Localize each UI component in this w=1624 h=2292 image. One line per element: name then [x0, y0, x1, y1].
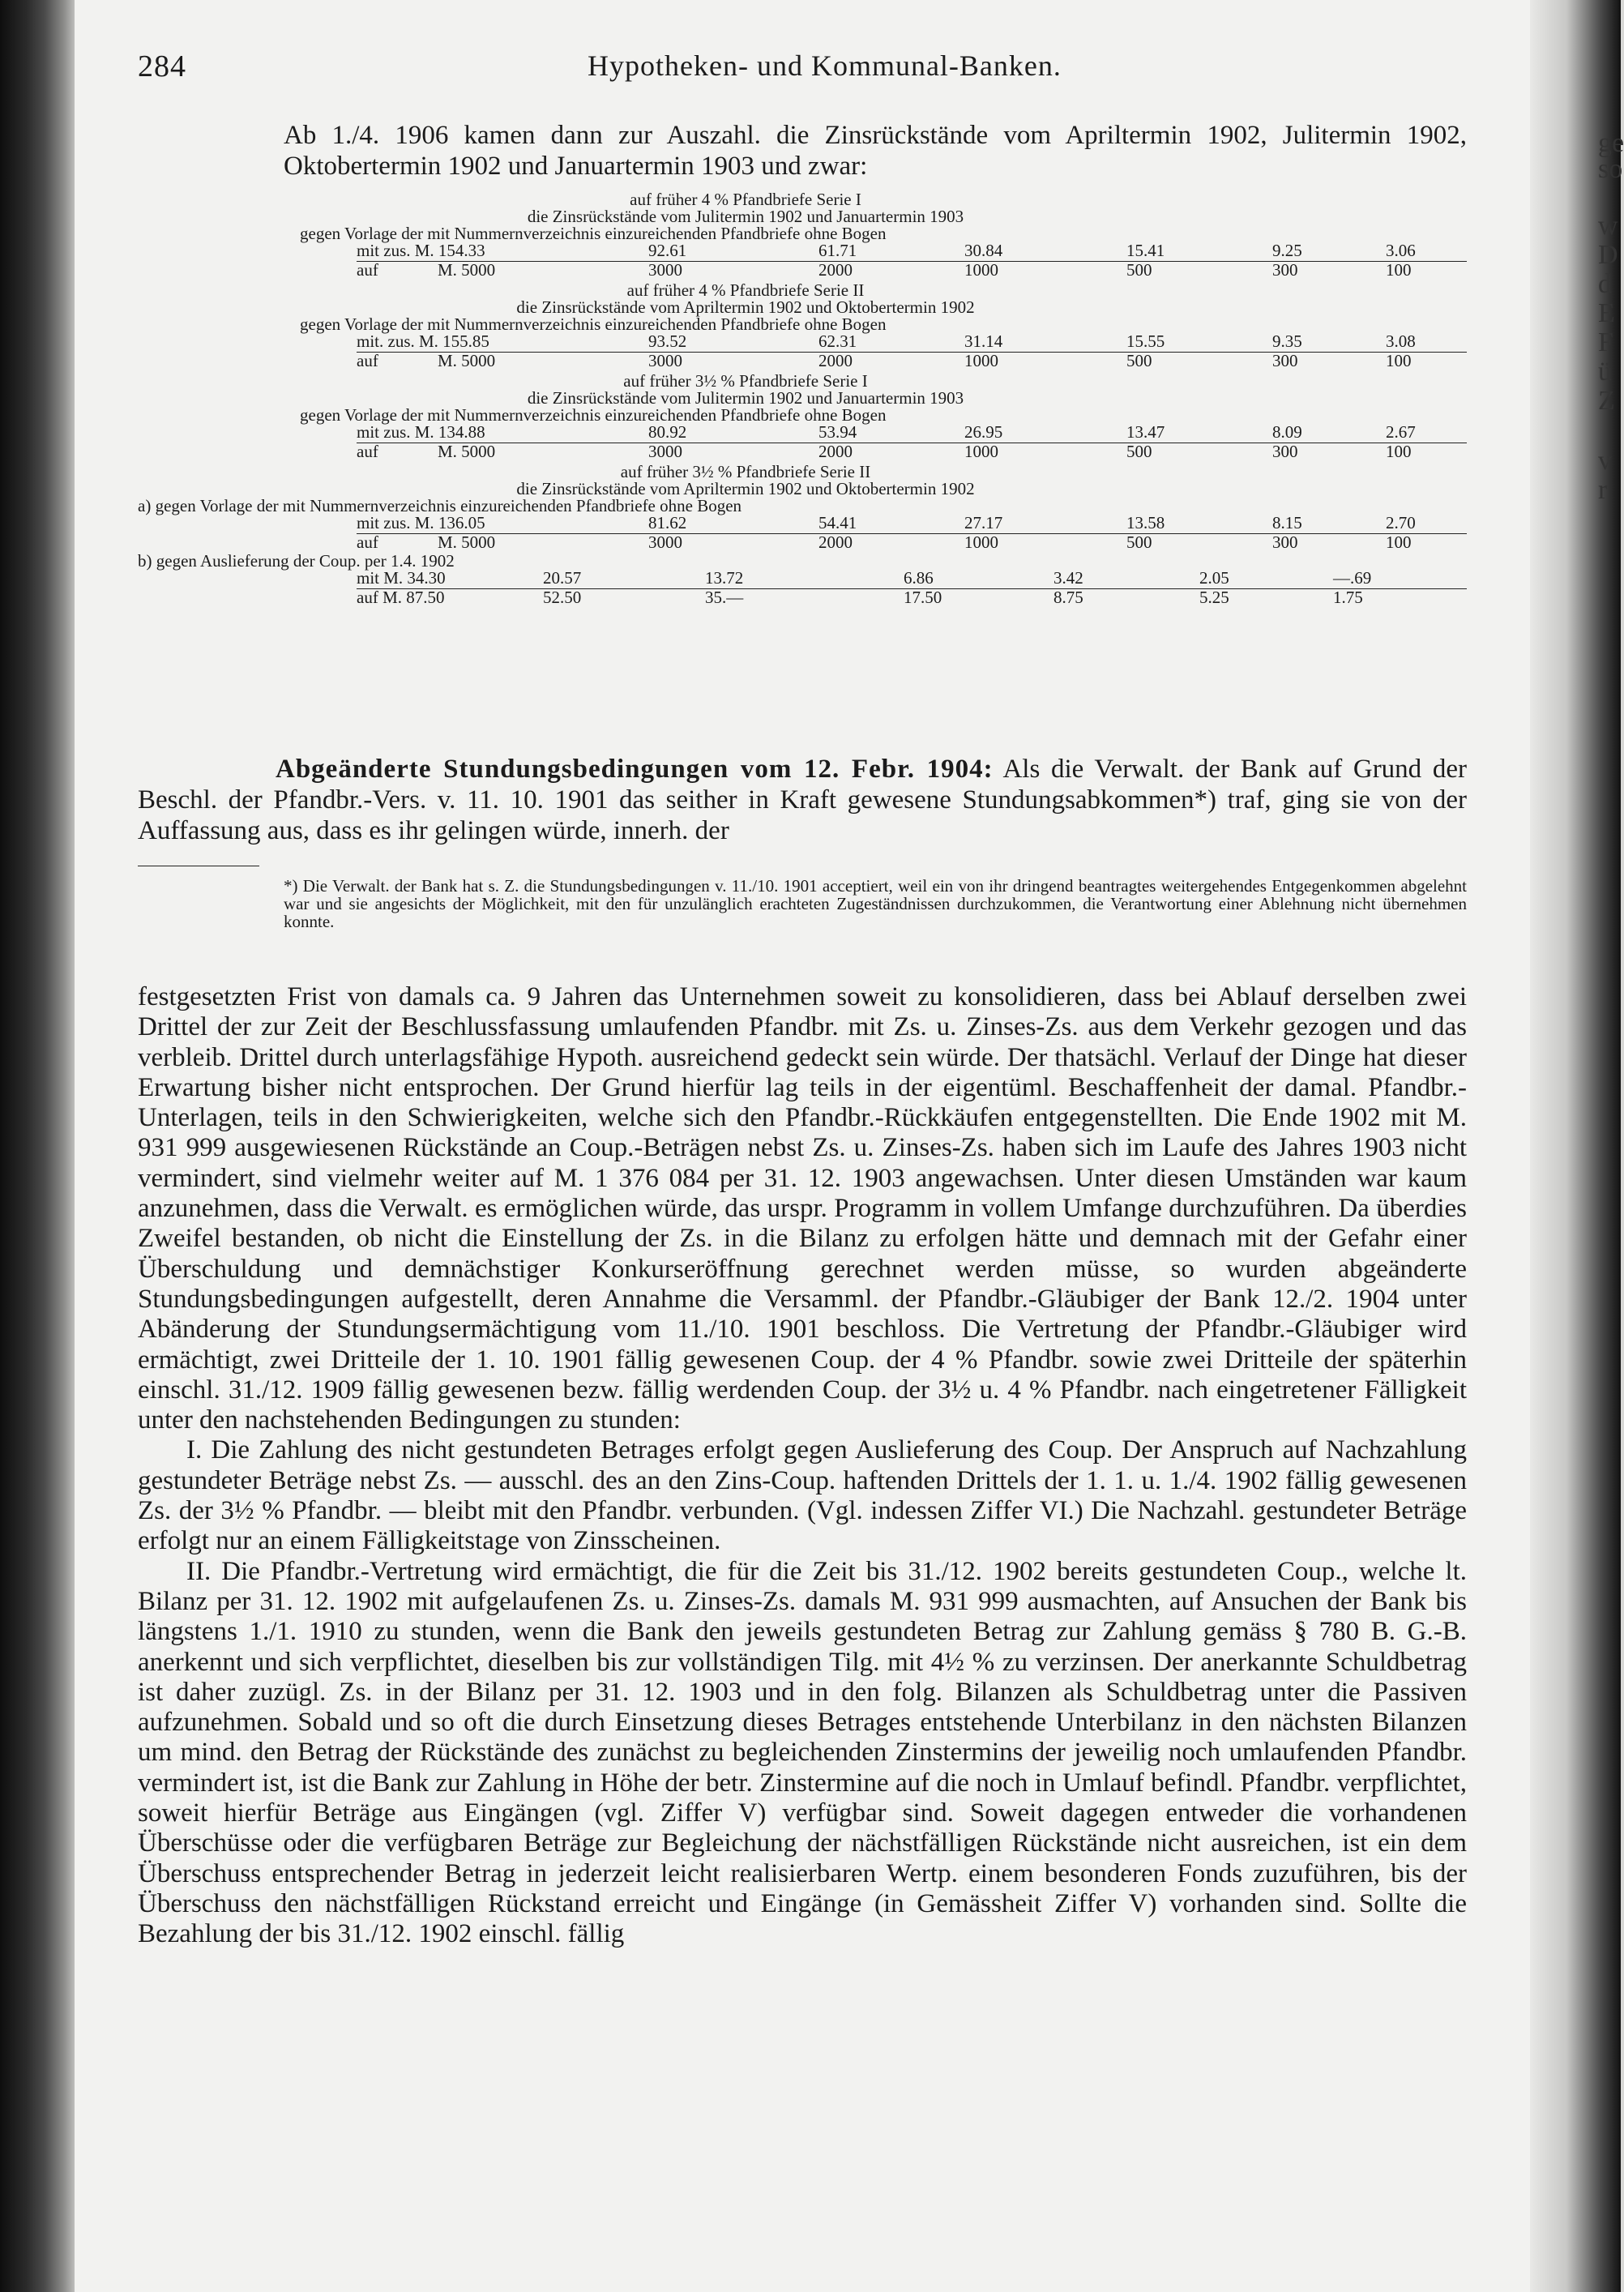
table-cell: 3000 — [648, 442, 682, 461]
intro-text: Ab 1./4. 1906 kamen dann zur Auszahl. die Zinsrückstände vom Apriltermin 1902, Julitermin 1902, Oktobertermin 1902 und Januartermin 1903 und zwar: — [284, 121, 1467, 181]
row-amount: M. 5000 — [438, 351, 496, 370]
table-cell: 300 — [1272, 442, 1298, 461]
block-heading: auf früher 4 % Pfandbriefe Serie II — [626, 280, 865, 300]
block-subheading: die Zinsrückstände vom Julitermin 1902 und Januartermin 1903 — [527, 388, 964, 408]
table-cell: 9.35 — [1272, 331, 1302, 351]
footnote — [138, 877, 1467, 930]
table-cell: 300 — [1272, 351, 1298, 370]
table-cell: 500 — [1126, 532, 1152, 552]
table-row — [138, 351, 1412, 371]
table-cell: 62.31 — [818, 331, 857, 351]
table-cell: 92.61 — [648, 241, 687, 260]
block-subheading: die Zinsrückstände vom Julitermin 1902 und Januartermin 1903 — [527, 207, 964, 226]
table-row — [138, 532, 1412, 553]
block-condition: a) gegen Vorlage der mit Nummernverzeichnis einzureichenden Pfandbriefe ohne Bogen — [138, 496, 742, 515]
table-cell: 100 — [1386, 351, 1412, 370]
table-cell: 9.25 — [1272, 241, 1302, 260]
table-cell: 500 — [1126, 260, 1152, 280]
body-paragraph: festgesetzten Frist von damals ca. 9 Jahren das Unternehmen soweit zu konsolidieren, dass bei Ablauf derselben zwei Drittel der zur Zeit der Beschlussfassung umlaufenden Pfandbr. mit Zs. u. Zinses-Zs. aus dem Verkehr gezogen und das verbleib. Drittel durch unterlagsfähige Hypoth. ausreichend gedeckt sein würde. Der thatsächl. Verlauf der Dinge hat dieser Erwartung bisher nicht entsprochen. Der Grund hierfür lag teils in der eigentüml. Beschaffenheit der damal. Pfandbr.-Unterlagen, teils in den Schwierigkeiten, welche sich den Pfandbr.-Rückkäufen entgegenstellten. Die Ende 1902 mit M. 931 999 ausgewiesenen Rückstände an Coup.-Beträgen nebst Zs. u. Zinses-Zs. haben sich im Laufe des Jahres 1903 nicht vermindert, sind vielmehr weiter auf M. 1 376 084 per 31. 12. 1903 angewachsen. Unter diesen Umständen war kaum anzunehmen, dass die Verwalt. es ermöglichen würde, das urspr. Programm in vollem Umfange durchzuführen. Da überdies Zweifel bestanden, ob nicht die Einstellung der Zs. in die Bilanz zu erfolgen hätte und demnach mit der Gefahr einer Überschuldung und demnächstiger Konkurseröffnung gerechnet werden müsse, so wurden abgeänderte Stundungsbedingungen aufgestellt, deren Annahme die Versamml. der Pfandbr.-Gläubiger der Bank 12./2. 1904 unter Abänderung der Stundungsermächtigung vom 11./10. 1901 beschloss. Die Vertretung der Pfandbr.-Gläubiger wird ermächtigt, zwei Dritteile der 1. 10. 1901 fällig gewesenen Coup. der 4 % Pfandbr. sowie zwei Dritteile der späterhin einschl. 31./12. 1909 fällig gewesenen bezw. fällig werdenden Coup. der 3½ u. 4 % Pfandbr. nach eingetretener Fälligkeit unter den nachstehenden Bedingungen zu stunden: — [138, 982, 1467, 1435]
table-cell: 27.17 — [964, 513, 1003, 532]
block-heading: auf früher 3½ % Pfandbriefe Serie II — [620, 462, 871, 481]
row-label: mit zus. M. 154.33 — [357, 241, 485, 260]
table-row — [138, 442, 1412, 462]
row-label: mit M. 34.30 — [357, 568, 446, 588]
table-cell: 3000 — [648, 351, 682, 370]
table-cell: 2000 — [818, 351, 853, 370]
table-cell: 300 — [1272, 532, 1298, 552]
body-paragraph: I. Die Zahlung des nicht gestundeten Betrages erfolgt gegen Auslieferung des Coup. Der Anspruch auf Nachzahlung gestundeter Beträge nebst Zs. — ausschl. des an den Zins-Coup. haftenden Drittels der 1. 1. u. 1./4. 1902 fällig gewesenen Zs. der 3½ % Pfandbr. — bleibt mit den Pfandbr. verbunden. (Vgl. indessen Ziffer VI.) Die Nachzahl. gestundeter Beträge erfolgt nur an einem Fälligkeitstage von Zinsscheinen. — [138, 1435, 1467, 1556]
table-cell: 2000 — [818, 442, 853, 461]
table-cell: 93.52 — [648, 331, 687, 351]
block-subheading: die Zinsrückstände vom Apriltermin 1902 und Oktobertermin 1902 — [516, 297, 975, 317]
table-cell: 35.— — [705, 588, 744, 607]
table-row — [138, 568, 1372, 588]
table-cell: 3.42 — [1053, 568, 1083, 588]
table-cell: 100 — [1386, 260, 1412, 280]
table-cell: 5.25 — [1199, 588, 1229, 607]
row-amount: M. 5000 — [438, 532, 496, 552]
table-row — [138, 513, 1416, 533]
row-label: auf M. 87.50 — [357, 588, 445, 607]
facing-page-fragment: F — [1598, 327, 1613, 357]
table-cell: 20.57 — [543, 568, 582, 588]
block-heading: auf früher 3½ % Pfandbriefe Serie I — [623, 371, 868, 391]
table-cell: 2000 — [818, 260, 853, 280]
table-cell: 81.62 — [648, 513, 687, 532]
table-cell: 13.72 — [705, 568, 744, 588]
table-cell: 300 — [1272, 260, 1298, 280]
table-cell: 100 — [1386, 442, 1412, 461]
section-paragraph — [138, 754, 1467, 846]
block-heading: auf früher 4 % Pfandbriefe Serie I — [630, 190, 861, 209]
table-row — [138, 422, 1416, 443]
coupon-table — [138, 190, 1416, 609]
facing-page-fragment: v — [1598, 446, 1612, 476]
table-cell: 2.70 — [1386, 513, 1416, 532]
page-number: 284 — [138, 49, 186, 83]
row-label: auf — [357, 260, 378, 280]
facing-page-fragment: r — [1598, 475, 1608, 505]
table-block — [138, 462, 1416, 608]
block-condition: gegen Vorlage der mit Nummernverzeichnis einzureichenden Pfandbriefe ohne Bogen — [300, 405, 887, 425]
table-cell: 1000 — [964, 442, 998, 461]
table-cell: 500 — [1126, 351, 1152, 370]
table-cell: 2000 — [818, 532, 853, 552]
table-cell: 13.58 — [1126, 513, 1165, 532]
table-row — [138, 260, 1412, 280]
table-cell: 80.92 — [648, 422, 687, 442]
section-text: Als die Verwalt. der Bank auf Grund der Beschl. der Pfandbr.-Vers. v. 11. 10. 1901 das seither in Kraft gewesene Stundungsabkommen*) traf, ging sie von der Auffassung aus, dass es ihr gelingen würde, innerh. der — [138, 755, 1467, 845]
table-cell: 61.71 — [818, 241, 857, 260]
intro-paragraph — [138, 120, 1467, 182]
row-label: auf — [357, 351, 378, 370]
table-cell: 1000 — [964, 532, 998, 552]
table-cell: 3000 — [648, 260, 682, 280]
row-amount: M. 5000 — [438, 260, 496, 280]
table-cell: 3.08 — [1386, 331, 1416, 351]
block-condition-b: b) gegen Auslieferung der Coup. per 1.4. 1902 — [138, 551, 455, 571]
row-label: auf — [357, 442, 378, 461]
table-cell: 31.14 — [964, 331, 1003, 351]
table-block — [138, 280, 1416, 371]
table-cell: 53.94 — [818, 422, 857, 442]
row-label: mit zus. M. 134.88 — [357, 422, 485, 442]
table-cell: 30.84 — [964, 241, 1003, 260]
table-cell: 1.75 — [1333, 588, 1363, 607]
table-row — [138, 588, 1363, 608]
facing-page-fragment: w — [1598, 211, 1618, 241]
table-cell: 15.41 — [1126, 241, 1165, 260]
row-label: auf — [357, 532, 378, 552]
facing-page-fragment: E — [1598, 298, 1615, 328]
running-head: Hypotheken- und Kommunal-Banken. — [588, 49, 1062, 82]
table-cell: 8.15 — [1272, 513, 1302, 532]
table-cell: 8.09 — [1272, 422, 1302, 442]
facing-page-fragment: ü — [1598, 357, 1612, 387]
book-binding — [0, 0, 75, 2292]
table-cell: 13.47 — [1126, 422, 1165, 442]
table-cell: 17.50 — [904, 588, 942, 607]
table-cell: 100 — [1386, 532, 1412, 552]
table-cell: 6.86 — [904, 568, 934, 588]
table-cell: 2.67 — [1386, 422, 1416, 442]
table-cell: 8.75 — [1053, 588, 1083, 607]
facing-page-fragment: ge — [1598, 128, 1624, 158]
facing-page-fragment: D — [1598, 240, 1618, 270]
row-amount: M. 5000 — [438, 442, 496, 461]
table-cell: 52.50 — [543, 588, 582, 607]
table-block — [138, 371, 1416, 462]
table-cell: 54.41 — [818, 513, 857, 532]
facing-page-fragment: d — [1598, 269, 1612, 299]
body-paragraph: II. Die Pfandbr.-Vertretung wird ermächtigt, die für die Zeit bis 31./12. 1902 bereits gestundeten Coup., welche lt. Bilanz per 31. 12. 1902 mit aufgelaufenen Zs. u. Zinses-Zs. damals M. 931 999 ausmachten, auf Ansuchen der Bank bis längstens 1./1. 1910 zu stunden, wenn die Bank den jeweils gestundeten Betrag zur Zahlung gemäss § 780 B. G.-B. anerkennt und sich verpflichtet, dieselben bis zur vollständigen Tilg. mit 4½ % zu verzinsen. Der anerkannte Schuldbetrag ist daher zuzügl. Zs. in der Bilanz per 31. 12. 1903 und in den folg. Bilanzen als Schuldbetrag unter die Passiven aufzunehmen. Sobald und so oft die durch Einsetzung dieses Betrages entstehende Unterbilanz in den nächsten Bilanzen um mind. den Betrag der Rückstände des zunächst zu begleichenden Zinstermins der jeweilig noch umlaufenden Pfandbr. vermindert ist, ist die Bank zur Zahlung in Höhe der betr. Zinstermine auf die noch in Umlauf befindl. Pfandbr. verpflichtet, soweit hierfür Beträge aus Eingängen (vgl. Ziffer V) verfügbar sind. Soweit dagegen entweder die vorhandenen Überschüsse oder die verfügbaren Beträge zur Begleichung der nächstfälligen Rückstände nicht ausreichen, ist ein dem Überschuss entsprechender Betrag in jederzeit leicht realisierbaren Wertp. einem besonderen Fonds zuzuführen, bis der Überschuss den nächstfälligen Rückstand erreicht und Eingänge (in Gemässheit Ziffer V) vorhanden sind. Sollte die Bezahlung der bis 31./12. 1902 einschl. fällig — [138, 1556, 1467, 1949]
table-cell: —.69 — [1333, 568, 1372, 588]
table-cell: 26.95 — [964, 422, 1003, 442]
table-cell: 3.06 — [1386, 241, 1416, 260]
table-cell: 1000 — [964, 260, 998, 280]
table-cell: 15.55 — [1126, 331, 1165, 351]
table-cell: 2.05 — [1199, 568, 1229, 588]
block-condition: gegen Vorlage der mit Nummernverzeichnis einzureichenden Pfandbriefe ohne Bogen — [300, 314, 887, 334]
facing-page-fragment: so — [1598, 154, 1623, 184]
footnote-text: *) Die Verwalt. der Bank hat s. Z. die Stundungsbedingungen v. 11./10. 1901 acceptiert, weil ein von ihr dringend beantragtes weitergehendes Entgegenkommen abgelehnt war und sie angesichts der Möglichkeit, mit den für unzulänglich erachteten Zugeständnissen durchzukommen, die Verantwortung einer Ablehnung nicht übernehmen konnte. — [284, 876, 1467, 931]
table-row — [138, 331, 1416, 352]
table-block — [138, 190, 1416, 280]
table-row — [138, 241, 1416, 261]
facing-page-fragment: Z — [1598, 386, 1615, 416]
block-subheading: die Zinsrückstände vom Apriltermin 1902 und Oktobertermin 1902 — [516, 479, 975, 498]
section-title: Abgeänderte Stundungsbedingungen vom 12. Febr. 1904: — [276, 755, 994, 784]
row-label: mit zus. M. 136.05 — [357, 513, 485, 532]
table-cell: 500 — [1126, 442, 1152, 461]
table-cell: 3000 — [648, 532, 682, 552]
body-text — [138, 982, 1467, 1950]
table-cell: 1000 — [964, 351, 998, 370]
row-label: mit. zus. M. 155.85 — [357, 331, 489, 351]
block-condition: gegen Vorlage der mit Nummernverzeichnis einzureichenden Pfandbriefe ohne Bogen — [300, 224, 887, 243]
